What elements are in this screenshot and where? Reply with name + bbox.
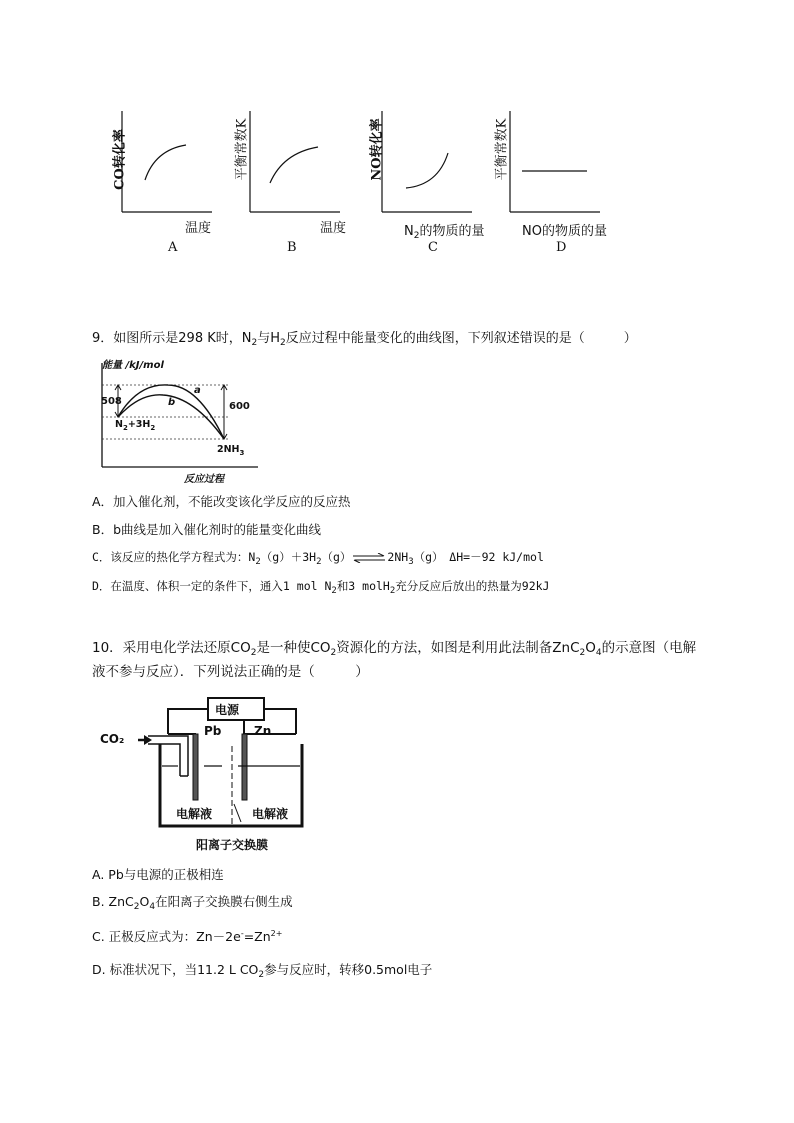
graph-c-xlabel <box>404 220 484 241</box>
q9-stem-b: 与H <box>257 331 280 346</box>
zn-electrode <box>242 734 247 800</box>
q10-electrolysis-diagram <box>96 694 316 854</box>
q10-stem-line1 <box>92 638 696 663</box>
q10-opt-c-2: =Zn <box>243 929 271 944</box>
q10-opt-b-sub2: 4 <box>149 902 156 912</box>
q9-product-label <box>217 444 244 457</box>
q10-l1-e: 的示意图（电解 <box>601 640 697 656</box>
graph-b-curve <box>270 147 318 183</box>
pb-electrode <box>193 734 198 800</box>
q10-opt-d-1: D. 标准状况下，当11.2 L CO <box>92 962 259 977</box>
q9-opt-d-2: 和3 molH <box>336 579 390 593</box>
q10-electrolyte-left: 电解液 <box>176 807 213 821</box>
q9-stem-c: 反应过程中能量变化的曲线图，下列叙述错误的是（ ） <box>285 331 637 346</box>
graph-c-xlabel-rest: 的物质的量 <box>419 224 485 239</box>
q10-power-label: 电源 <box>215 703 240 717</box>
graph-c-xlabel-sub: 2 <box>413 231 420 241</box>
graph-a-xlabel: 温度 <box>185 221 212 236</box>
q9-value-600: 600 <box>229 401 250 412</box>
q10-electrolyte-right: 电解液 <box>252 807 289 821</box>
q9-stem-a: 如图所示是298 K时，N <box>113 331 252 346</box>
q9-opt-c-3: （g） <box>321 550 352 564</box>
q10-opt-d-2: 参与反应时，转移0.5mol电子 <box>264 962 433 977</box>
q9-equilibrium-arrow <box>352 553 386 563</box>
q10-zn-label: Zn <box>254 724 272 738</box>
q9-option-c <box>92 549 544 567</box>
q10-opt-b-sub1: 2 <box>133 902 140 912</box>
graph-c-curve <box>406 153 448 188</box>
q9-diagram-ylabel: 能量 /kJ/mol <box>102 360 164 371</box>
q9-product-main: 2NH <box>217 444 240 455</box>
q9-number: 9． <box>92 331 114 346</box>
graph-d-letter: D <box>556 240 567 255</box>
q10-option-c <box>92 927 282 945</box>
q9-opt-d-sub2: 2 <box>389 586 396 596</box>
q10-opt-c-1: C. 正极反应式为：Zn－2e <box>92 929 241 944</box>
q10-opt-c-sup2: 2+ <box>270 929 283 938</box>
graph-c-letter: C <box>428 240 438 255</box>
q9-opt-c-sub3: 3 <box>408 557 414 567</box>
q9-opt-c-sub1: 2 <box>255 557 261 567</box>
graph-a-ylabel: CO转化率 <box>112 129 128 190</box>
graph-d-xlabel: NO的物质的量 <box>522 224 607 239</box>
q9-opt-c-1: C．该反应的热化学方程式为：N <box>92 550 256 564</box>
graph-b-letter: B <box>287 240 297 255</box>
q10-membrane-label: 阳离子交换膜 <box>196 838 269 852</box>
q10-option-b <box>92 892 293 912</box>
q9-diagram-xlabel: 反应过程 <box>184 474 224 485</box>
q9-option-d <box>92 578 549 596</box>
graph-c-ylabel: NO转化率 <box>369 118 385 181</box>
q9-opt-d-sub1: 2 <box>331 586 337 596</box>
q9-opt-d-3: 充分反应后放出的热量为92kJ <box>395 579 550 593</box>
q10-l1-b: 是一种使CO <box>256 640 331 656</box>
q10-l1-sub2: 2 <box>330 648 337 658</box>
q9-reactants-sub2: 2 <box>150 424 156 432</box>
q10-l1-sub4: 4 <box>595 648 602 658</box>
q9-reactants-sub: 2 <box>122 424 128 432</box>
graph-b-ylabel: 平衡常数K <box>234 118 250 181</box>
q10-pb-label: Pb <box>204 724 222 738</box>
q9-stem-sub2: 2 <box>280 338 286 348</box>
q9-value-508: 508 <box>101 396 122 407</box>
q9-option-a: A．加入催化剂，不能改变该化学反应的反应热 <box>92 494 351 509</box>
q10-l1-d: O <box>585 640 596 656</box>
q10-l1-sub3: 2 <box>579 648 586 658</box>
q10-opt-d-sub1: 2 <box>258 970 265 980</box>
q9-stem-sub1: 2 <box>251 338 258 348</box>
q9-reactants-label <box>115 419 155 432</box>
q10-l1-c: 资源化的方法，如图是利用此法制备ZnC <box>336 640 580 656</box>
q10-l1-a: 10．采用电化学法还原CO <box>92 640 251 656</box>
q10-opt-b-2: O <box>139 894 150 909</box>
q9-opt-c-sub2: 2 <box>316 557 322 567</box>
q9-stem <box>92 329 637 353</box>
q10-opt-b-1: B. ZnC <box>92 894 134 909</box>
q9-opt-d-1: D．在温度、体积一定的条件下，通入1 mol N <box>92 579 332 593</box>
q10-opt-c-sup1: - <box>240 929 244 938</box>
q9-opt-c-2: （g）＋3H <box>260 550 317 564</box>
q9-curve-b-label: b <box>168 397 176 408</box>
q9-reactants-n: N <box>115 419 123 430</box>
q10-opt-b-3: 在阳离子交换膜右侧生成 <box>155 894 293 909</box>
q9-option-b: B．b曲线是加入催化剂时的能量变化曲线 <box>92 522 322 537</box>
q9-opt-c-4: 2NH <box>387 550 409 564</box>
q10-co2-label: CO₂ <box>100 732 125 746</box>
graph-d-ylabel: 平衡常数K <box>494 118 510 181</box>
graph-c-xlabel-n: N <box>404 224 414 239</box>
q9-reactants-rest: +3H <box>127 419 151 430</box>
q10-stem-line2: 液不参与反应）．下列说法正确的是（ ） <box>92 664 369 680</box>
q9-curve-a-label: a <box>194 385 201 396</box>
q9-product-sub: 3 <box>239 449 245 457</box>
graph-a-curve <box>145 145 186 180</box>
graph-b-xlabel: 温度 <box>320 221 347 236</box>
q10-option-d <box>92 960 432 980</box>
graph-a-letter: A <box>168 240 178 255</box>
q10-option-a: A. Pb与电源的正极相连 <box>92 867 224 882</box>
q10-l1-sub1: 2 <box>250 648 257 658</box>
q9-opt-c-5: （g） ΔH=－92 kJ/mol <box>413 550 544 564</box>
